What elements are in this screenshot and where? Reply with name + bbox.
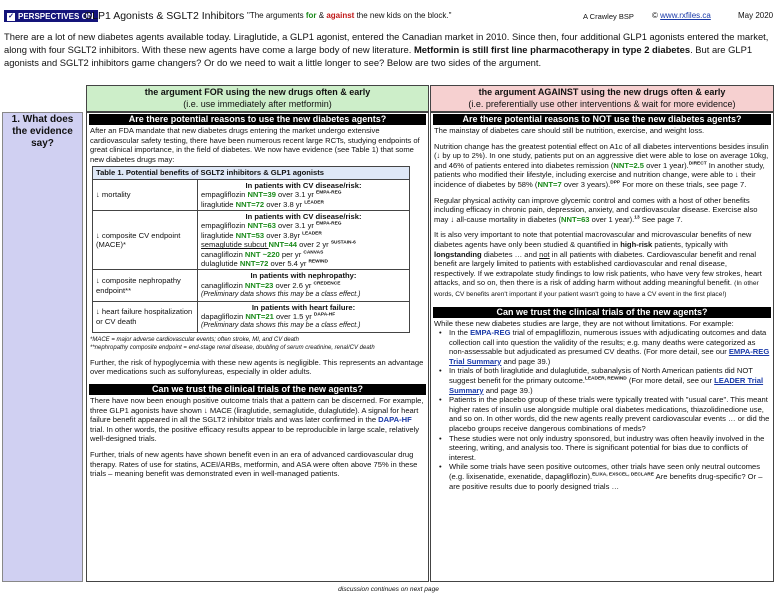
page-header [0, 0, 777, 28]
list-item: • In the EMPA-REG trial of empagliflozin, numerous issues with adjudicating outcomes and data collection call into question the validity of the results; e.g. many deaths were categorized as non-assessable but adjudicated as presumed CV deaths. (For more detail, see our EMPA-REG Trial Summary and page 39.) [431, 328, 773, 366]
intro-paragraph: There are a lot of new diabetes agents available today. Liraglutide, a GLP1 agonist, entered the Canadian market in 2010. Since then, four additional GLP1 agonists entered the market, along with four SGLT2 inhibitors. With these new agents have come a large body of new literature. Metformin is still first line pharmacotherapy in type 2 diabetes. But are GLP1 agonists and SGLT2 inhibitors game changers? Or do we need to wait a little longer to see? Below are two sides of the argument. [4, 31, 769, 68]
against-title: the argument AGAINST using the new drugs often & early [478, 87, 726, 97]
brand-label: PERSPECTIVES ON [18, 12, 94, 21]
publish-date: May 2020 [738, 11, 774, 20]
against-paragraph-1: The mainstay of diabetes care should still be nutrition, exercise, and weight loss. [434, 126, 705, 135]
copyright-url: © www.rxfiles.ca [652, 11, 711, 20]
table-subhead: In patients with nephropathy: [250, 271, 357, 281]
continues-note: discussion continues on next page [338, 586, 439, 593]
for-paragraph-3: There have now been enough positive outcome trials that a pattern can be discerned. For example, three GLP1 agonists have shown ↓ MACE (liraglutide, semaglutide, dulaglutide). A signal for heart failure benefit appeared in all the SGLT2 inhibitor trials and was later confirmed in the DAPA-HF trial. In other words, the positive efficacy results appear to be reproducible in large scale, relatively well-designed trials. [90, 396, 424, 444]
table-line: canagliflozin NNT ~220 per yr $^{CANVAS}$ [201, 249, 324, 259]
for-section-bar-1: Are there potential reasons to use the new diabetes agents? [89, 114, 426, 125]
against-paragraph-3: Regular physical activity can improve glycemic control and comes with a host of other benefits including efficacy in chronic pain, depression, anxiety, and cardiovascular disease. Exercise also may ↓ all-cause mortality in diabetes (NNT=63 over 1 year).$^{13}$ See page 7. [434, 195, 758, 224]
table-line: empagliflozin NNT=63 over 3.1 yr $^{EMPA-REG}$ [201, 221, 342, 231]
footnote-mace: *MACE = major adverse cardiovascular events; often stroke, MI, and CV death [90, 336, 299, 343]
for-title: the argument FOR using the new drugs often & early [144, 87, 371, 97]
table-row [93, 211, 410, 270]
metformin-statement: Metformin is still first line pharmacotherapy in type 2 diabetes [413, 44, 691, 55]
against-paragraph-4: It is also very important to note that potential macrovascular and microvascular benefits of new diabetes agents have only been studied & quantified in high-risk patients, typically with longstanding diabetes … and not in all patients with diabetes. Cardiovascular benefit and renal benefit are largely limited to patients with established cardiovascular and renal disease, respectively. If we extrapolate study findings to low risk patients, who have very few strokes, heart attacks, and so on, then there is a risk of adding harm without adding meaningful benefit. (In other words, CV benefits aren't important if your patient wasn't going to have a CV event in the first place!) [434, 230, 762, 298]
against-column [430, 112, 774, 582]
table-row [93, 301, 410, 332]
table-line: canagliflozin NNT=23 over 2.6 yr $^{CREDENCE}$ [201, 280, 341, 290]
for-column-header [86, 85, 429, 112]
for-paragraph-2: Further, the risk of hypoglycemia with these new agents is negligible. This represents an advantage over medications such as sulfonylureas, especially in older adults. [90, 357, 424, 377]
table-category: ↓ heart failure hospitalization or CV death [93, 301, 198, 332]
section-sidebar [2, 112, 83, 582]
empa-reg-link[interactable]: EMPA-REG [470, 328, 511, 338]
for-column [86, 112, 429, 582]
table-category: ↓ composite nephropathy endpoint** [93, 270, 198, 301]
against-paragraph-2: Nutrition change has the greatest potential effect on A1c of all diabetes interventions besides insulin (↓ by up to 2%). In one study, patients put on an aggressive diet were able to lose on average 10kg, and 46% of patients entered into diabetes remission (NNT=2.5 over 1 year).$^{DIRECT}$ In another study, patients who modified their lifestyle, including exercise and nutrition change, were able to ↓ their incidence of diabetes by 58% (NNT=7 over 3 years).$^{DPP}$ For more on these trials, see page 7. [434, 141, 769, 189]
list-item: • While some trials have seen positive outcomes, other trials have seen only neutral outcomes (e.g. lixisenatide, exenatide, dapagliflozin).$^{ELIXA, EXSCEL, DECLARE}$ Are benefits drug-specific? Or – are positive results due to poorly designed trials … [431, 462, 773, 491]
benefits-table [92, 166, 410, 333]
table-line: liraglutide NNT=72 over 3.8 yr $^{LEADER}$ [201, 199, 324, 209]
table-category: ↓ composite CV endpoint (MACE)* [93, 211, 198, 270]
list-item: • Patients in the placebo group of these trials were typically treated with "usual care". This meant higher rates of insulin use alongside multiple oral diabetes medications, thiazolidinedione use, and so on. In other words, did the new agents really prevent cardiovascular events … or did the placebo groups receive dangerous combinations of meds? [431, 395, 773, 433]
empa-reg-summary-link[interactable]: EMPA-REG Trial Summary [449, 347, 770, 366]
checkbox-icon: ✓ [8, 12, 14, 20]
for-paragraph-1: After an FDA mandate that new diabetes drugs entering the market undergo extensive cardiovascular safety testing, there have been numerous recent large RCTs, studying endpoints of great clinical importance, in the field of diabetes. We now have evidence (see Table 1) that some new diabetes drugs may: [90, 126, 420, 164]
against-section-bar-1: Are there potential reasons to NOT use the new diabetes agents? [433, 114, 771, 125]
table-subhead: In patients with heart failure: [251, 302, 356, 312]
against-paragraph-5: While these new diabetes studies are large, they are not without limitations. For example: [434, 318, 734, 328]
table-line: dapagliflozin NNT=21 over 1.5 yr $^{DAPA-HF}$ [201, 312, 336, 322]
against-column-header [430, 85, 774, 112]
quote-for: for [305, 11, 317, 20]
for-paragraph-4: Further, trials of new agents have shown benefit even in an era of advanced cardiovascular drug therapy. Rates of use for statins, ACEI/ARBs, metformin, and ASA were often above 75% in these trials – meaning benefit was demonstrated even in well-managed patients. [90, 450, 418, 479]
against-section-bar-2: Can we trust the clinical trials of the new agents? [433, 307, 771, 318]
footnote-nephropathy: **nephropathy composite endpoint = end-stage renal disease, doubling of serum creatinine, renal/CV death [90, 344, 375, 351]
list-item: • These studies were not only industry sponsored, but industry was often heavily involved in the steering, writing, and analysis too. There is significant potential for bias due to conflicts of interest. [431, 434, 773, 463]
page-title: GLP1 Agonists & SGLT2 Inhibitors [84, 10, 245, 22]
table-subhead: In patients with CV disease/risk: [245, 212, 362, 221]
section-label: 1. What does the evidence say? [11, 114, 74, 149]
table-note: (Preliminary data shows this may be a class effect.) [201, 291, 361, 299]
table-row [93, 270, 410, 301]
rxfiles-link[interactable]: www.rxfiles.ca [660, 11, 711, 20]
table-line: semaglutide subcut NNT=44 over 2 yr $^{SUSTAIN-6}$ [201, 240, 356, 250]
author: A Crawley BSP [583, 12, 634, 21]
quote-against: against [326, 11, 355, 20]
table-subhead: In patients with CV disease/risk: [245, 180, 362, 190]
table-line: liraglutide NNT=53 over 3.8yr $^{LEADER}$ [201, 230, 322, 240]
table-caption: Table 1. Potential benefits of SGLT2 inhibitors & GLP1 agonists [93, 167, 410, 179]
table-category: ↓ mortality [93, 179, 198, 210]
against-subtitle: (i.e. preferentially use other interventions & wait for more evidence) [468, 98, 736, 109]
for-section-bar-2: Can we trust the clinical trials of the new agents? [89, 384, 426, 395]
table-line: dulaglutide NNT=72 over 5.4 yr $^{REWIND}$ [201, 259, 328, 269]
leader-summary-link[interactable]: LEADER Trial Summary [449, 376, 764, 395]
dapa-hf-link[interactable]: DAPA-HF [378, 415, 412, 425]
table-line: empagliflozin NNT=39 over 3.1 yr $^{EMPA-REG}$ [201, 190, 342, 200]
table-note: (Preliminary data shows this may be a class effect.) [201, 322, 361, 330]
table-row [93, 179, 410, 210]
for-subtitle: (i.e. use immediately after metformin) [183, 98, 332, 109]
list-item: • In trials of both liraglutide and dulaglutide, subanalysis of North American patients did NOT suggest benefit for the primary outcome.$^{LEADER, REWIND}$ (For more detail, see our LEADER Trial Summary and page 39.) [431, 366, 773, 395]
page-quote: "The arguments for & against the new kids on the block." [247, 11, 452, 20]
